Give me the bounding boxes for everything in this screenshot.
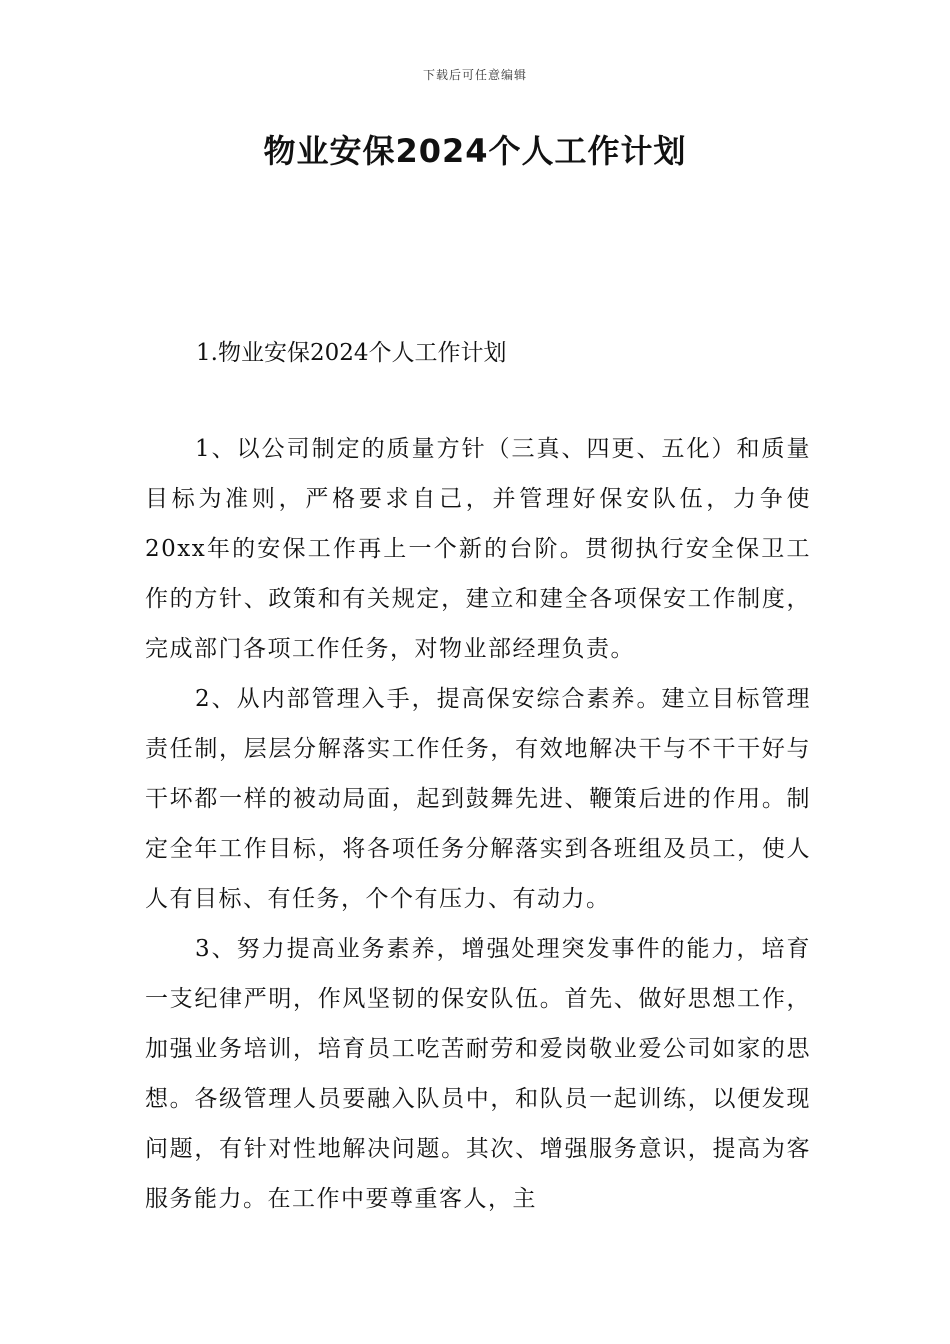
paragraph-2: 2、从内部管理入手，提高保安综合素养。建立目标管理责任制，层层分解落实工作任务，有效地解决干与不干干好与干坏都一样的被动局面，起到鼓舞先进、鞭策后进的作用。制定全年工作目标，将各项任务分解落实到各班组及员工，使人人有目标、有任务，个个有压力、有动力。 — [145, 686, 811, 912]
section-heading: 1.物业安保2024个人工作计划 — [196, 340, 507, 366]
header-note: 下载后可任意编辑 — [422, 68, 527, 82]
document-body — [145, 424, 811, 1224]
paragraph-1: 1、以公司制定的质量方针（三真、四更、五化）和质量目标为准则，严格要求自己，并管理好保安队伍，力争使20xx年的安保工作再上一个新的台阶。贯彻执行安全保卫工作的方针、政策和有关规定，建立和建全各项保安工作制度，完成部门各项工作任务，对物业部经理负责。 — [145, 436, 811, 662]
paragraph-3: 3、努力提高业务素养，增强处理突发事件的能力，培育一支纪律严明，作风坚韧的保安队伍。首先、做好思想工作，加强业务培训，培育员工吃苦耐劳和爱岗敬业爱公司如家的思想。各级管理人员要融入队员中，和队员一起训练，以便发现问题，有针对性地解决问题。其次、增强服务意识，提高为客服务能力。在工作中要尊重客人，主 — [145, 936, 811, 1212]
document-title: 物业安保2024个人工作计划 — [263, 132, 687, 170]
